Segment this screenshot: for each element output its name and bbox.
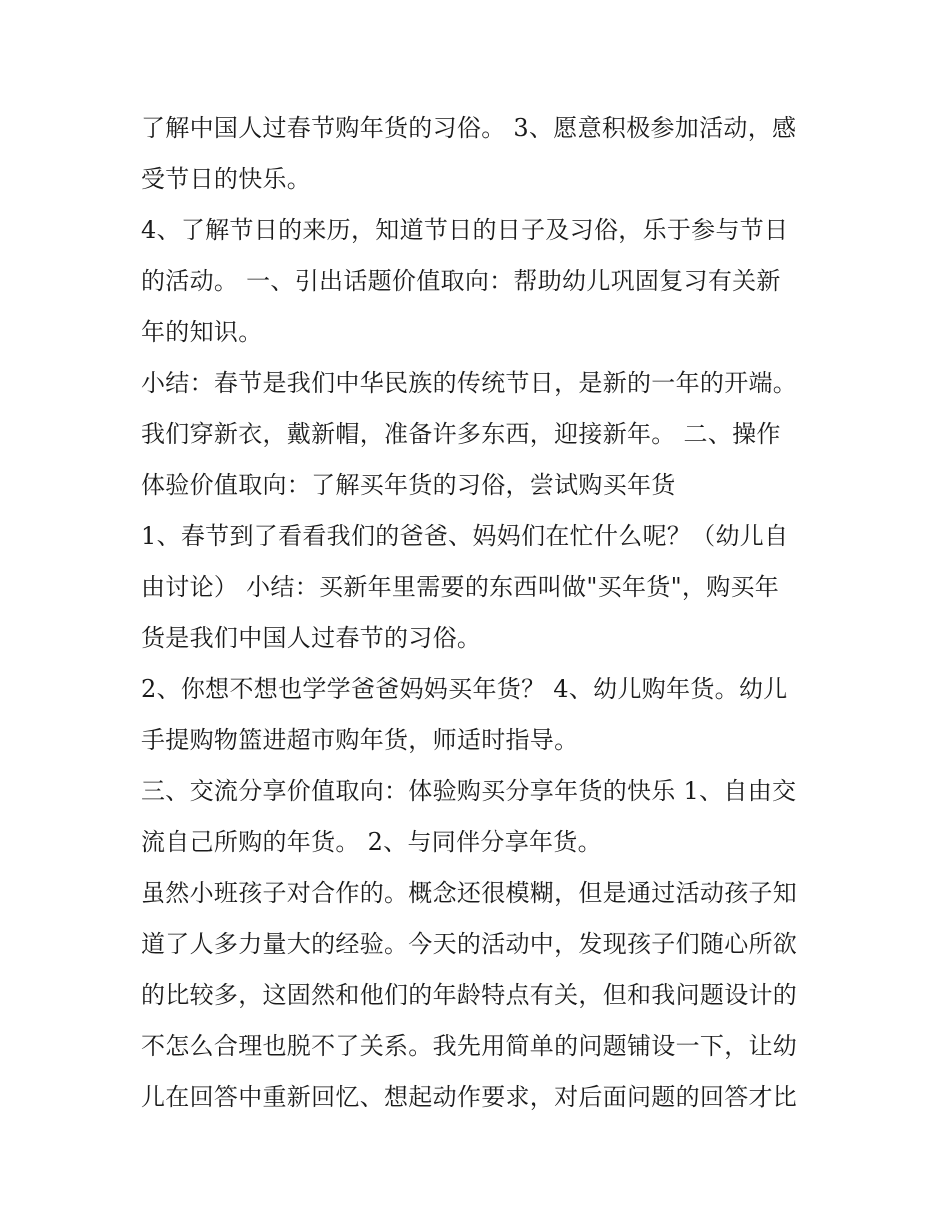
text-line: 了解中国人过春节购年货的习俗。 3、愿意积极参加活动，感 [141, 114, 797, 142]
text-line: 年的知识。 [141, 318, 263, 346]
text-line: 流自己所购的年货。 2、与同伴分享年货。 [141, 828, 602, 856]
text-line: 受节日的快乐。 [141, 165, 312, 193]
text-line: 我们穿新衣，戴新帽，准备许多东西，迎接新年。 二、操作 [141, 420, 781, 448]
text-line: 的比较多，这固然和他们的年龄特点有关，但和我问题设计的 [141, 981, 798, 1009]
paragraph-2 [141, 205, 821, 358]
text-line: 2、你想不想也学学爸爸妈妈买年货？ 4、幼儿购年货。幼儿 [141, 675, 788, 703]
text-line: 手提购物篮进超市购年货，师适时指导。 [141, 726, 579, 754]
text-line: 小结：春节是我们中华民族的传统节日，是新的一年的开端。 [141, 369, 798, 397]
text-line: 体验价值取向：了解买年货的习俗，尝试购买年货 [141, 471, 676, 499]
paragraph-6 [141, 766, 821, 868]
paragraph-4 [141, 511, 821, 664]
text-line: 4、了解节日的来历，知道节日的日子及习俗，乐于参与节日 [141, 216, 789, 244]
text-line: 1、春节到了看看我们的爸爸、妈妈们在忙什么呢？（幼儿自 [141, 522, 789, 550]
text-line: 货是我们中国人过春节的习俗。 [141, 624, 482, 652]
text-line: 由讨论） 小结：买新年里需要的东西叫做"买年货"，购买年 [141, 573, 780, 601]
text-line: 不怎么合理也脱不了关系。我先用简单的问题铺设一下，让幼 [141, 1032, 798, 1060]
text-line: 儿在回答中重新回忆、想起动作要求，对后面问题的回答才比 [141, 1083, 798, 1111]
paragraph-3 [141, 358, 821, 511]
text-line: 三、交流分享价值取向：体验购买分享年货的快乐 1、自由交 [141, 777, 797, 805]
paragraph-5 [141, 664, 821, 766]
text-line: 道了人多力量大的经验。今天的活动中，发现孩子们随心所欲 [141, 930, 798, 958]
text-line: 虽然小班孩子对合作的。概念还很模糊，但是通过活动孩子知 [141, 879, 798, 907]
paragraph-7 [141, 868, 821, 1123]
text-line: 的活动。 一、引出话题价值取向：帮助幼儿巩固复习有关新 [141, 267, 781, 295]
document-body [141, 103, 821, 1123]
paragraph-1 [141, 103, 821, 205]
